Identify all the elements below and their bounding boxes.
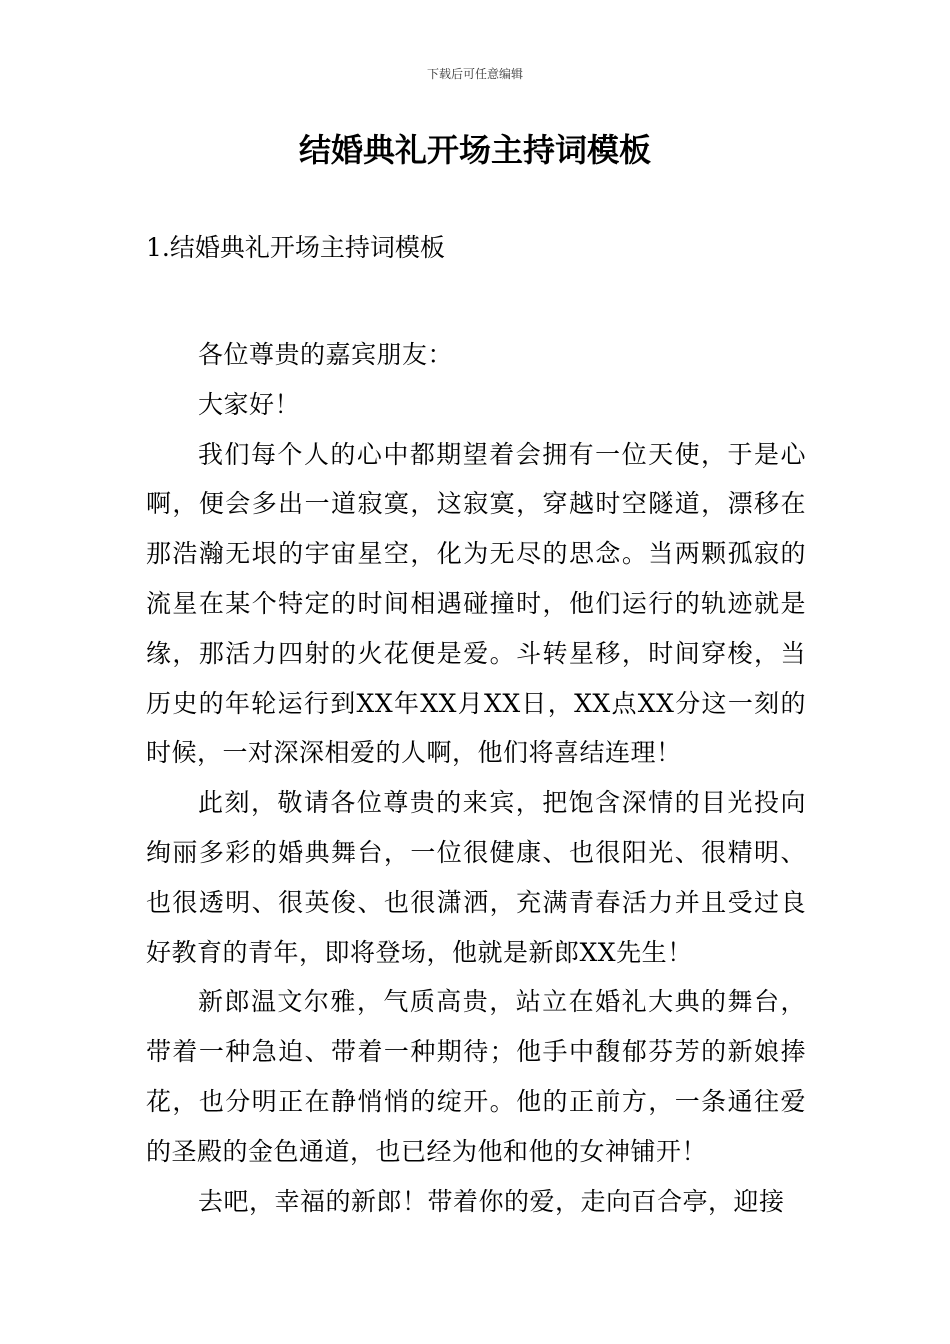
- document-title: 结婚典礼开场主持词模板: [298, 131, 651, 169]
- paragraph-groom-intro: 此刻，敬请各位尊贵的来宾，把饱含深情的目光投向绚丽多彩的婚典舞台，一位很健康、也很阳光、很精明、也很透明、很英俊、也很潇洒，充满青春活力并且受过良好教育的青年，即将登场，他就是新郎XX先生！: [146, 788, 806, 967]
- document-body: [146, 330, 806, 1226]
- paragraph-go-groom: 去吧，幸福的新郎！带着你的爱，走向百合亭，迎接: [198, 1186, 785, 1216]
- paragraph-hello: 大家好！: [198, 389, 301, 419]
- paragraph-groom-stage: 新郎温文尔雅，气质高贵，站立在婚礼大典的舞台，带着一种急迫、带着一种期待；他手中馥郁芬芳的新娘捧花，也分明正在静悄悄的绽开。他的正前方，一条通往爱的圣殿的金色通道，也已经为他和他的女神铺开！: [146, 987, 806, 1166]
- section-heading: 1.结婚典礼开场主持词模板: [146, 233, 445, 262]
- paragraph-greeting: 各位尊贵的嘉宾朋友：: [198, 340, 454, 369]
- paragraph-angel: 我们每个人的心中都期望着会拥有一位天使，于是心啊，便会多出一道寂寞，这寂寞，穿越时空隧道，漂移在那浩瀚无垠的宇宙星空，化为无尽的思念。当两颗孤寂的流星在某个特定的时间相遇碰撞时，他们运行的轨迹就是缘，那活力四射的火花便是爱。斗转星移，时间穿梭，当历史的年轮运行到XX年XX月XX日，XX点XX分这一刻的时候，一对深深相爱的人啊，他们将喜结连理！: [146, 439, 806, 768]
- header-note: 下载后可任意编辑: [426, 67, 523, 81]
